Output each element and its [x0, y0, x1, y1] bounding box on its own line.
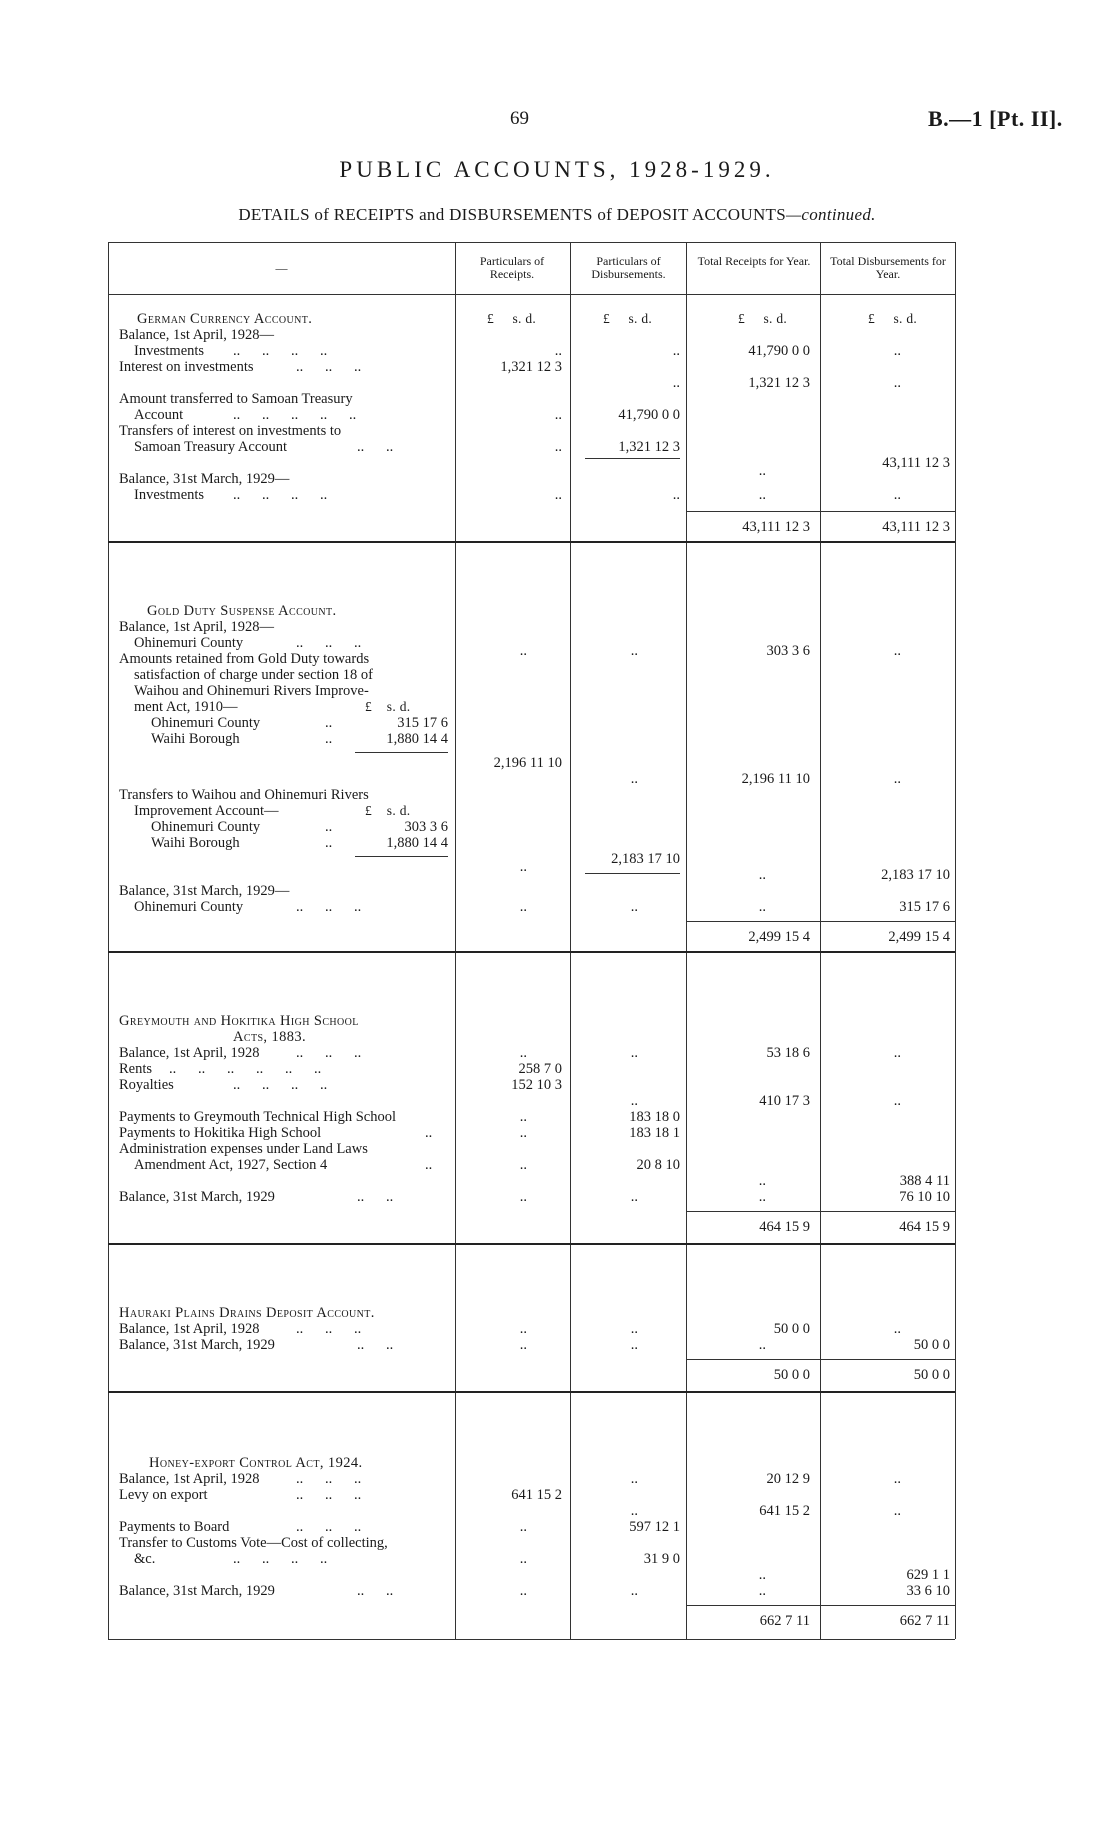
empty-cell: .. — [519, 1189, 527, 1205]
col-head-disbursements: Particulars of Disbursements. — [591, 254, 666, 281]
grand-total-receipts: 50 0 0 — [773, 1367, 810, 1383]
section-heading: Gold Duty Suspense Account. — [147, 603, 337, 619]
dot-leader: .. .. — [357, 1189, 394, 1205]
dot-leader: .. .. .. — [296, 1519, 362, 1535]
col-head-receipts: Particulars of Receipts. — [479, 254, 545, 281]
empty-cell: .. — [519, 1045, 527, 1061]
empty-cell: .. — [630, 1503, 638, 1519]
col-divider-3 — [686, 242, 687, 1639]
table-bottom-rule — [108, 1639, 955, 1640]
row-label: Amounts retained from Gold Duty towards — [119, 651, 370, 667]
subtitle-continued: —continued. — [785, 205, 876, 224]
col-head-total-receipts: Total Receipts for Year. — [697, 254, 811, 268]
row-label: Balance, 1st April, 1928— — [119, 619, 275, 635]
amount-cell: 53 18 6 — [766, 1045, 810, 1061]
grand-total-receipts: 2,499 15 4 — [748, 929, 810, 945]
grand-total-disbursements: 43,111 12 3 — [882, 519, 950, 535]
dot-leader: .. .. .. .. .. .. — [169, 1061, 322, 1077]
empty-cell: .. — [630, 899, 638, 915]
dot-leader: .. — [425, 1125, 433, 1141]
empty-cell: .. — [758, 899, 766, 915]
empty-cell: .. — [554, 343, 562, 359]
empty-cell: .. — [554, 439, 562, 455]
dot-leader: .. .. .. — [296, 1045, 362, 1061]
row-label: Balance, 31st March, 1929 — [119, 1583, 275, 1599]
amount-cell: 1,321 12 3 — [500, 359, 562, 375]
empty-cell: .. — [519, 1125, 527, 1141]
currency-header-receipts: £ s. d. — [487, 311, 537, 326]
empty-cell: .. — [630, 1471, 638, 1487]
section-heading: German Currency Account. — [137, 311, 313, 327]
col-divider-2 — [570, 242, 571, 1639]
header-bottom-rule — [108, 294, 955, 295]
amount-cell: 50 0 0 — [913, 1337, 950, 1353]
empty-cell: .. — [893, 1503, 901, 1519]
amount-cell: 43,111 12 3 — [882, 455, 950, 471]
sub-amount: 1,880 14 4 — [386, 731, 448, 747]
dot-leader: .. — [325, 819, 333, 835]
amount-cell: 2,183 17 10 — [881, 867, 950, 883]
empty-cell: .. — [893, 375, 901, 391]
grand-total-disbursements: 464 15 9 — [899, 1219, 950, 1235]
subtotal-rule — [585, 873, 680, 874]
row-label: Royalties — [119, 1077, 174, 1093]
empty-cell: .. — [672, 375, 680, 391]
row-label: Administration expenses under Land Laws — [119, 1141, 368, 1157]
amount-cell: 20 8 10 — [636, 1157, 680, 1173]
empty-cell: .. — [758, 1189, 766, 1205]
row-label: Amount transferred to Samoan Treasury — [119, 391, 353, 407]
empty-cell: .. — [519, 1109, 527, 1125]
row-label: Transfers of interest on investments to — [119, 423, 342, 439]
row-label: Amendment Act, 1927, Section 4 — [134, 1157, 328, 1173]
empty-cell: .. — [519, 899, 527, 915]
amount-cell: 410 17 3 — [759, 1093, 810, 1109]
amount-cell: 315 17 6 — [899, 899, 950, 915]
empty-cell: .. — [893, 771, 901, 787]
total-rule — [686, 1605, 955, 1606]
row-label: Balance, 1st April, 1928— — [119, 327, 275, 343]
amount-cell: 1,321 12 3 — [618, 439, 680, 455]
sub-rule — [355, 856, 448, 857]
col-divider-4 — [820, 242, 821, 1639]
section-end-rule — [108, 1243, 955, 1245]
row-label: Transfers to Waihou and Ohinemuri Rivers — [119, 787, 369, 803]
grand-total-disbursements: 50 0 0 — [913, 1367, 950, 1383]
document-reference: B.—1 [Pt. II]. — [928, 106, 1063, 131]
dot-leader: .. .. .. — [296, 899, 362, 915]
amount-cell: 41,790 0 0 — [618, 407, 680, 423]
dot-leader: .. — [325, 835, 333, 851]
sub-rule — [355, 752, 448, 753]
amount-cell: 1,321 12 3 — [748, 375, 810, 391]
empty-cell: .. — [519, 1321, 527, 1337]
subtitle-main: DETAILS of RECEIPTS and DISBURSEMENTS of DEPOSIT ACCOUNTS — [238, 205, 786, 224]
dot-leader: .. .. .. .. — [233, 1551, 328, 1567]
dot-leader: .. .. .. — [296, 1471, 362, 1487]
dot-leader: .. .. .. — [296, 635, 362, 651]
section-heading: Hauraki Plains Drains Deposit Account. — [119, 1305, 375, 1321]
row-label: Interest on investments — [119, 359, 254, 375]
section-heading: Honey-export Control Act, 1924. — [149, 1455, 363, 1471]
amount-cell: 641 15 2 — [759, 1503, 810, 1519]
row-label: Payments to Greymouth Technical High School — [119, 1109, 396, 1125]
empty-cell: .. — [758, 1583, 766, 1599]
row-label: ment Act, 1910— — [134, 699, 238, 715]
sub-currency-header: £ s. d. — [365, 699, 411, 714]
sub-row-label: Ohinemuri County — [151, 819, 261, 835]
grand-total-receipts: 43,111 12 3 — [742, 519, 810, 535]
grand-total-disbursements: 662 7 11 — [899, 1613, 950, 1629]
row-label: Balance, 1st April, 1928 — [119, 1321, 260, 1337]
empty-cell: .. — [672, 487, 680, 503]
row-label: Waihou and Ohinemuri Rivers Improve- — [134, 683, 369, 699]
grand-total-disbursements: 2,499 15 4 — [888, 929, 950, 945]
sub-amount: 315 17 6 — [397, 715, 448, 731]
total-rule — [686, 921, 955, 922]
section-end-rule — [108, 951, 955, 953]
row-label: Improvement Account— — [134, 803, 279, 819]
empty-cell: .. — [758, 1337, 766, 1353]
total-rule — [686, 1211, 955, 1212]
amount-cell: 20 12 9 — [766, 1471, 810, 1487]
row-label: Account — [134, 407, 184, 423]
dot-leader: .. .. — [357, 1583, 394, 1599]
empty-cell: .. — [554, 407, 562, 423]
empty-cell: .. — [758, 1567, 766, 1583]
empty-cell: .. — [630, 771, 638, 787]
currency-header-total-receipts: £ s. d. — [738, 311, 788, 326]
row-label: Balance, 31st March, 1929— — [119, 471, 290, 487]
amount-cell: 33 6 10 — [906, 1583, 950, 1599]
dot-leader: .. — [325, 715, 333, 731]
empty-cell: .. — [672, 343, 680, 359]
empty-cell: .. — [519, 643, 527, 659]
row-label: Balance, 31st March, 1929 — [119, 1337, 275, 1353]
empty-cell: .. — [630, 1093, 638, 1109]
col-head-blank: — — [275, 261, 288, 275]
row-label: Rents — [119, 1061, 153, 1077]
currency-header-disbursements: £ s. d. — [603, 311, 653, 326]
sub-row-label: Ohinemuri County — [151, 715, 261, 731]
empty-cell: .. — [630, 643, 638, 659]
empty-cell: .. — [758, 867, 766, 883]
amount-cell: 183 18 1 — [629, 1125, 680, 1141]
empty-cell: .. — [519, 1157, 527, 1173]
amount-cell: 641 15 2 — [511, 1487, 562, 1503]
amount-cell: 76 10 10 — [899, 1189, 950, 1205]
empty-cell: .. — [554, 487, 562, 503]
section-heading: Greymouth and Hokitika High School — [119, 1013, 359, 1029]
row-label: Samoan Treasury Account — [134, 439, 288, 455]
sub-row-label: Waihi Borough — [151, 835, 240, 851]
dot-leader: .. .. .. .. — [233, 1077, 328, 1093]
dot-leader: .. .. .. — [296, 1321, 362, 1337]
amount-cell: 50 0 0 — [773, 1321, 810, 1337]
row-label: Balance, 1st April, 1928 — [119, 1045, 260, 1061]
empty-cell: .. — [893, 487, 901, 503]
total-rule — [686, 1359, 955, 1360]
sub-currency-header: £ s. d. — [365, 803, 411, 818]
empty-cell: .. — [630, 1189, 638, 1205]
page-subtitle — [0, 205, 1114, 225]
dot-leader: .. .. .. — [296, 359, 362, 375]
page-number: 69 — [510, 108, 529, 129]
row-label: Investments — [134, 487, 205, 503]
empty-cell: .. — [893, 1093, 901, 1109]
sub-amount: 303 3 6 — [404, 819, 448, 835]
section-end-rule — [108, 541, 955, 543]
amount-cell: 31 9 0 — [643, 1551, 680, 1567]
row-label: &c. — [134, 1551, 156, 1567]
amount-cell: 2,183 17 10 — [611, 851, 680, 867]
empty-cell: .. — [630, 1045, 638, 1061]
row-label: Ohinemuri County — [134, 635, 244, 651]
row-label: Payments to Hokitika High School — [119, 1125, 322, 1141]
amount-cell: 258 7 0 — [518, 1061, 562, 1077]
dot-leader: .. — [425, 1157, 433, 1173]
dot-leader: .. .. .. — [296, 1487, 362, 1503]
grand-total-receipts: 464 15 9 — [759, 1219, 810, 1235]
amount-cell: 303 3 6 — [766, 643, 810, 659]
sub-amount: 1,880 14 4 — [386, 835, 448, 851]
amount-cell: 597 12 1 — [629, 1519, 680, 1535]
empty-cell: .. — [893, 1471, 901, 1487]
dot-leader: .. .. .. .. .. — [233, 407, 357, 423]
row-label: Investments — [134, 343, 205, 359]
row-label: satisfaction of charge under section 18 of — [134, 667, 373, 683]
dot-leader: .. .. — [357, 1337, 394, 1353]
table-left-border — [108, 242, 109, 1639]
row-label: Balance, 31st March, 1929— — [119, 883, 290, 899]
row-label: Balance, 1st April, 1928 — [119, 1471, 260, 1487]
dot-leader: .. .. .. .. — [233, 487, 328, 503]
row-label: Balance, 31st March, 1929 — [119, 1189, 275, 1205]
amount-cell: 2,196 11 10 — [493, 755, 562, 771]
empty-cell: .. — [758, 1173, 766, 1189]
row-label: Payments to Board — [119, 1519, 230, 1535]
grand-total-receipts: 662 7 11 — [759, 1613, 810, 1629]
row-label: Levy on export — [119, 1487, 208, 1503]
sub-row-label: Waihi Borough — [151, 731, 240, 747]
row-label: Ohinemuri County — [134, 899, 244, 915]
empty-cell: .. — [893, 343, 901, 359]
col-head-total-disbursements: Total Disbursements for Year. — [830, 254, 946, 281]
section-heading: Acts, 1883. — [233, 1029, 307, 1045]
empty-cell: .. — [630, 1583, 638, 1599]
amount-cell: 152 10 3 — [511, 1077, 562, 1093]
subtotal-rule — [585, 458, 680, 459]
dot-leader: .. .. .. .. — [233, 343, 328, 359]
empty-cell: .. — [519, 1583, 527, 1599]
dot-leader: .. .. — [357, 439, 394, 455]
empty-cell: .. — [893, 1045, 901, 1061]
col-divider-1 — [455, 242, 456, 1639]
empty-cell: .. — [519, 1337, 527, 1353]
table-top-rule — [108, 242, 955, 243]
empty-cell: .. — [893, 1321, 901, 1337]
page-title: PUBLIC ACCOUNTS, 1928-1929. — [339, 157, 775, 182]
amount-cell: 183 18 0 — [629, 1109, 680, 1125]
empty-cell: .. — [519, 1519, 527, 1535]
amount-cell: 629 1 1 — [906, 1567, 950, 1583]
table-right-border — [955, 242, 956, 1639]
section-end-rule — [108, 1391, 955, 1393]
empty-cell: .. — [630, 1337, 638, 1353]
empty-cell: .. — [758, 463, 766, 479]
empty-cell: .. — [630, 1321, 638, 1337]
currency-header-total-disbursements: £ s. d. — [868, 311, 918, 326]
total-rule — [686, 511, 955, 512]
empty-cell: .. — [893, 643, 901, 659]
amount-cell: 388 4 11 — [899, 1173, 950, 1189]
row-label: Transfer to Customs Vote—Cost of collecting, — [119, 1535, 388, 1551]
empty-cell: .. — [519, 1551, 527, 1567]
empty-cell: .. — [519, 859, 527, 875]
amount-cell: 41,790 0 0 — [748, 343, 810, 359]
empty-cell: .. — [758, 487, 766, 503]
dot-leader: .. — [325, 731, 333, 747]
amount-cell: 2,196 11 10 — [741, 771, 810, 787]
